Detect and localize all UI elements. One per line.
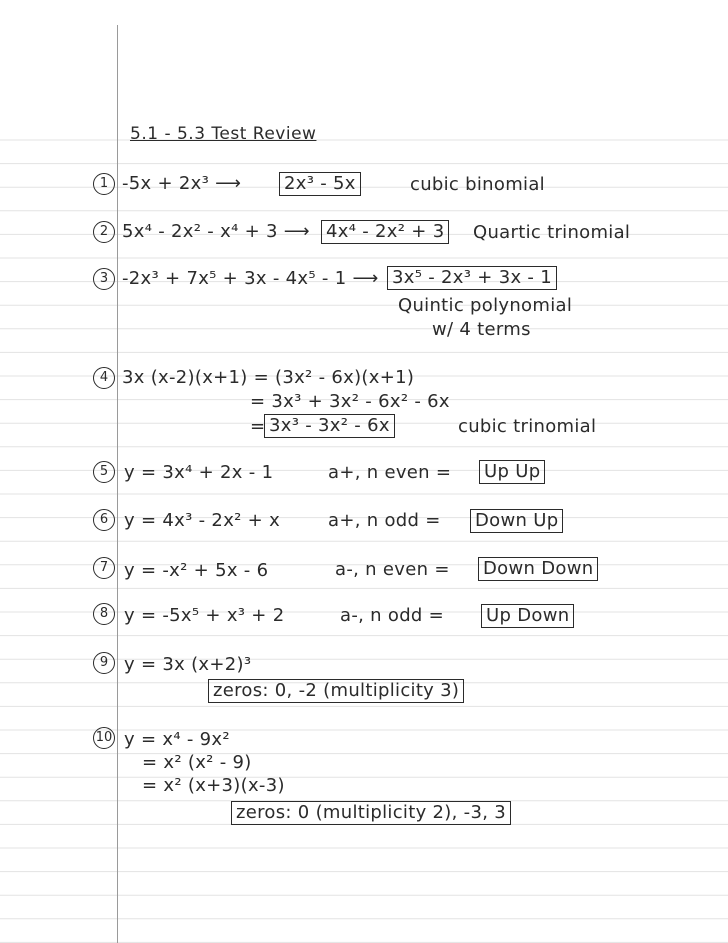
- answer-box: Up Up: [479, 460, 545, 484]
- page-title: 5.1 - 5.3 Test Review: [130, 124, 317, 144]
- classification-note: Quartic trinomial: [473, 222, 631, 243]
- end-behavior-condition: a-, n odd =: [340, 605, 445, 626]
- end-behavior-condition: a+, n even =: [328, 462, 452, 483]
- problem-expression: y = 3x (x+2)³: [124, 654, 252, 675]
- classification-note: Quintic polynomial: [398, 295, 573, 316]
- answer-box: Down Up: [470, 509, 563, 533]
- problem-number: 2: [93, 221, 115, 243]
- answer-box: zeros: 0, -2 (multiplicity 3): [208, 679, 464, 703]
- end-behavior-condition: a-, n even =: [335, 559, 450, 580]
- answer-box: 4x⁴ - 2x² + 3: [321, 220, 449, 244]
- problem-number: 4: [93, 367, 115, 389]
- problem-expression: -2x³ + 7x⁵ + 3x - 4x⁵ - 1 ⟶: [122, 268, 379, 289]
- problem-number: 7: [93, 557, 115, 579]
- end-behavior-condition: a+, n odd =: [328, 510, 441, 531]
- problem-expression: 5x⁴ - 2x² - x⁴ + 3 ⟶: [122, 221, 310, 242]
- work-step: = x² (x+3)(x-3): [142, 775, 285, 796]
- problem-number: 3: [93, 268, 115, 290]
- classification-note-line2: w/ 4 terms: [432, 319, 531, 340]
- problem-number: 6: [93, 509, 115, 531]
- answer-box: 3x⁵ - 2x³ + 3x - 1: [387, 266, 557, 290]
- classification-note: cubic trinomial: [458, 416, 597, 437]
- answer-box: Down Down: [478, 557, 598, 581]
- problem-number: 10: [93, 727, 115, 749]
- work-step: = 3x³ + 3x² - 6x² - 6x: [250, 391, 450, 412]
- problem-expression: y = -x² + 5x - 6: [124, 560, 269, 581]
- problem-expression: y = -5x⁵ + x³ + 2: [124, 605, 285, 626]
- answer-box: 2x³ - 5x: [279, 172, 361, 196]
- problem-expression: y = 4x³ - 2x² + x: [124, 510, 281, 531]
- problem-expression: 3x (x-2)(x+1) = (3x² - 6x)(x+1): [122, 367, 415, 388]
- problem-expression: y = 3x⁴ + 2x - 1: [124, 462, 274, 483]
- problem-number: 5: [93, 461, 115, 483]
- work-step: =: [250, 416, 266, 437]
- problem-number: 8: [93, 603, 115, 625]
- answer-box: zeros: 0 (multiplicity 2), -3, 3: [231, 801, 511, 825]
- problem-expression: -5x + 2x³ ⟶: [122, 173, 242, 194]
- classification-note: cubic binomial: [410, 174, 545, 195]
- problem-number: 9: [93, 652, 115, 674]
- margin-line: [117, 25, 118, 943]
- problem-number: 1: [93, 173, 115, 195]
- work-step: = x² (x² - 9): [142, 752, 252, 773]
- problem-expression: y = x⁴ - 9x²: [124, 729, 230, 750]
- answer-box: Up Down: [481, 604, 574, 628]
- answer-box: 3x³ - 3x² - 6x: [264, 414, 395, 438]
